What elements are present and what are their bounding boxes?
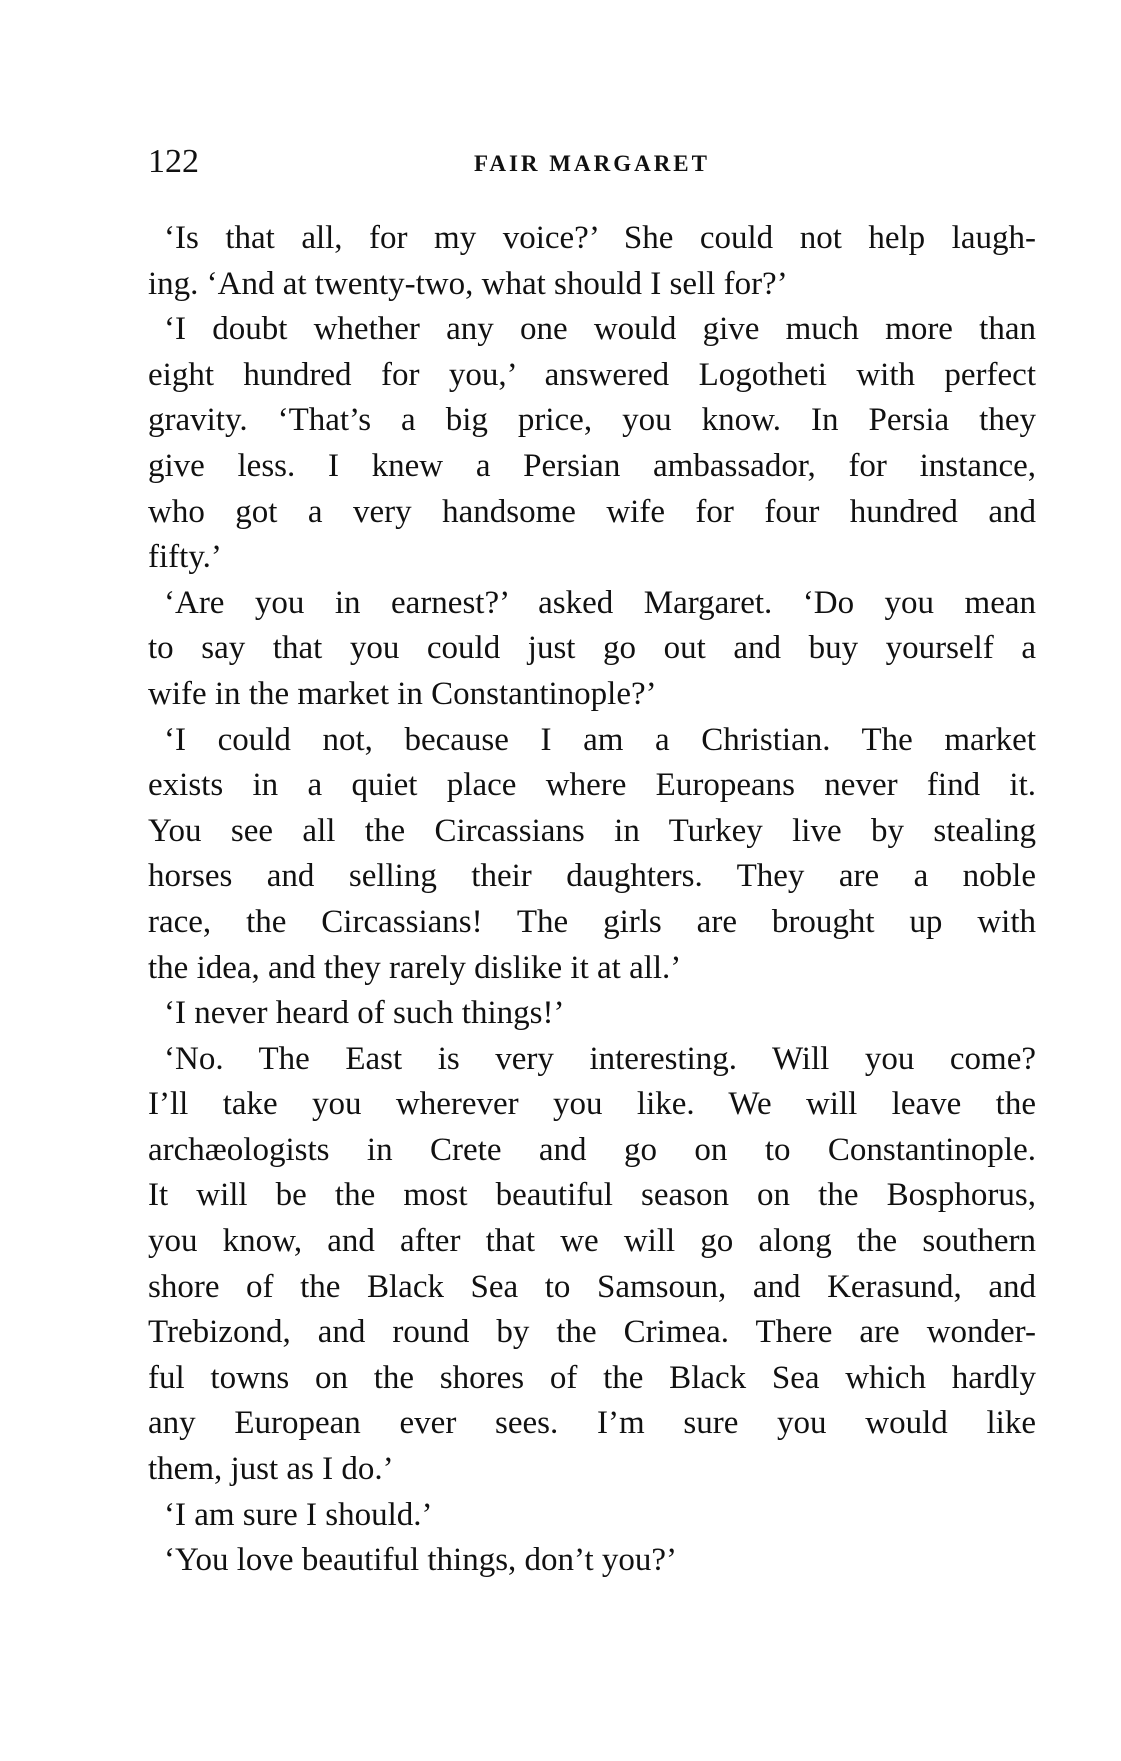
text-line: Trebizond, and round by the Crimea. There are wonder- bbox=[148, 1314, 1036, 1351]
text-line: ing. ‘And at twenty-two, what should I sell for?’ bbox=[148, 265, 788, 302]
text-line: ‘I am sure I should.’ bbox=[164, 1496, 433, 1533]
text-line: you know, and after that we will go along the southern bbox=[148, 1223, 1036, 1260]
text-line: give less. I knew a Persian ambassador, for instance, bbox=[148, 447, 1036, 484]
running-head bbox=[148, 140, 1036, 184]
text-line: them, just as I do.’ bbox=[148, 1451, 394, 1488]
text-line: ‘Are you in earnest?’ asked Margaret. ‘Do you mean bbox=[164, 584, 1036, 621]
text-line: ‘You love beautiful things, don’t you?’ bbox=[164, 1542, 677, 1579]
text-line: exists in a quiet place where Europeans never find it. bbox=[148, 767, 1036, 804]
text-line: to say that you could just go out and buy yourself a bbox=[148, 630, 1036, 667]
text-line: gravity. ‘That’s a big price, you know. In Persia they bbox=[148, 402, 1036, 439]
text-line: who got a very handsome wife for four hundred and bbox=[148, 493, 1036, 530]
text-line: eight hundred for you,’ answered Logotheti with perfect bbox=[148, 356, 1036, 393]
text-line: horses and selling their daughters. They are a noble bbox=[148, 858, 1036, 895]
text-line: ‘I doubt whether any one would give much more than bbox=[164, 311, 1036, 348]
text-line: the idea, and they rarely dislike it at all.’ bbox=[148, 949, 682, 986]
text-line: race, the Circassians! The girls are brought up with bbox=[148, 903, 1036, 940]
text-line: any European ever sees. I’m sure you would like bbox=[148, 1405, 1036, 1442]
text-line: fifty.’ bbox=[148, 539, 222, 576]
text-line: ful towns on the shores of the Black Sea which hardly bbox=[148, 1359, 1036, 1396]
text-line: ‘Is that all, for my voice?’ She could not help laugh- bbox=[164, 220, 1036, 256]
text-line: It will be the most beautiful season on the Bosphorus, bbox=[148, 1177, 1036, 1214]
text-line: archæologists in Crete and go on to Constantinople. bbox=[148, 1131, 1036, 1168]
text-line: You see all the Circassians in Turkey live by stealing bbox=[148, 812, 1036, 849]
text-line: shore of the Black Sea to Samsoun, and Kerasund, and bbox=[148, 1268, 1036, 1305]
body-text bbox=[148, 216, 1036, 1584]
text-line: ‘I never heard of such things!’ bbox=[164, 995, 565, 1032]
text-line: I’ll take you wherever you like. We will leave the bbox=[148, 1086, 1036, 1123]
running-title: FAIR MARGARET bbox=[474, 151, 710, 176]
text-line: ‘I could not, because I am a Christian. The market bbox=[164, 721, 1036, 758]
text-line: ‘No. The East is very interesting. Will you come? bbox=[164, 1040, 1036, 1077]
text-line: wife in the market in Constantinople?’ bbox=[148, 675, 657, 712]
page-number: 122 bbox=[148, 143, 199, 180]
